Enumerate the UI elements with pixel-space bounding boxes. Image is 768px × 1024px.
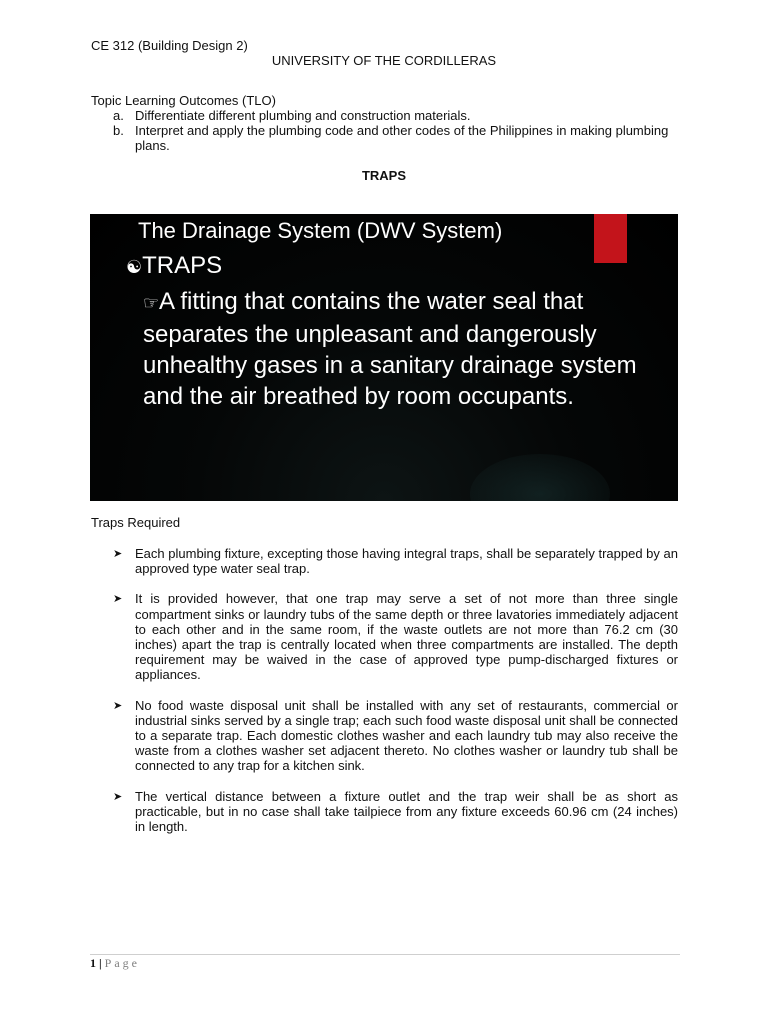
arrow-bullet-icon: ➤ (113, 548, 123, 560)
course-code: CE 312 (Building Design 2) (91, 38, 248, 53)
list-item-text: Each plumbing fixture, excepting those having integral traps, shall be separately trapped by an approved type water seal trap. (135, 546, 678, 577)
tlo-heading: Topic Learning Outcomes (TLO) (91, 93, 276, 108)
arrow-bullet-icon: ➤ (113, 790, 123, 803)
list-item (113, 546, 678, 576)
footer-divider (90, 954, 680, 955)
tlo-item-label: a. (113, 108, 124, 123)
list-item-text: No food waste disposal unit shall be installed with any set of restaurants, commercial or industrial sinks served by a single trap; each such food waste disposal unit shall be connected to a separate trap. Each domestic clothes washer and each laundry tub may also receive the waste from a clothes washer set adjacent thereto. No clothes washer or laundry tub shall be connected to any trap for a kitchen sink. (135, 697, 678, 774)
tlo-item-text: Interpret and apply the plumbing code and other codes of the Philippines in making plumbing plans. (135, 123, 669, 153)
arrow-bullet-icon: ➤ (113, 593, 123, 606)
slide-image (90, 214, 678, 501)
arrow-bullet-icon: ➤ (113, 699, 123, 712)
page-footer (90, 956, 140, 971)
university-name: UNIVERSITY OF THE CORDILLERAS (271, 53, 497, 68)
slide-accent-bar (594, 214, 627, 263)
tlo-item-label: b. (113, 123, 124, 138)
slide-glow (470, 454, 610, 501)
pointing-hand-icon: ☞ (143, 293, 160, 313)
page-number: 1 (90, 956, 96, 970)
list-item (113, 591, 678, 682)
yin-yang-icon: ☯ (126, 257, 143, 277)
requirements-list (113, 546, 678, 849)
section-title: TRAPS (361, 168, 407, 183)
list-item-text: The vertical distance between a fixture outlet and the trap weir shall be as short as practicable, but in no case shall take tailpiece from any fixture exceeds 60.96 cm (24 inches) in length. (135, 788, 678, 835)
requirements-heading: Traps Required (91, 515, 181, 530)
footer-separator: | (99, 956, 102, 970)
list-item (113, 698, 678, 774)
page-label: Page (104, 956, 140, 970)
slide-title: The Drainage System (DWV System) (138, 218, 503, 243)
tlo-item-text: Differentiate different plumbing and construction materials. (135, 108, 471, 123)
slide-body-text: A fitting that contains the water seal that separates the unpleasant and dangerously unhealthy gases in a sanitary drainage system and the air breathed by room occupants. (143, 288, 637, 410)
list-item-text: It is provided however, that one trap may serve a set of not more than three single compartment sinks or laundry tubs of the same depth or three lavatories immediately adjacent to each other and in the same room, if the waste outlets are not more than 76.2 cm (30 inches) apart the trap is centrally located when three compartments are installed. The depth requirement may be waived in the case of approved type pump-discharged fixtures or appliances. (135, 591, 678, 683)
list-item (113, 789, 678, 835)
tlo-list (113, 108, 683, 153)
tlo-item (113, 108, 683, 123)
slide-bullet-text: TRAPS (142, 252, 223, 279)
tlo-item (113, 123, 683, 153)
slide-bullet (126, 252, 222, 280)
slide-body (143, 286, 663, 412)
